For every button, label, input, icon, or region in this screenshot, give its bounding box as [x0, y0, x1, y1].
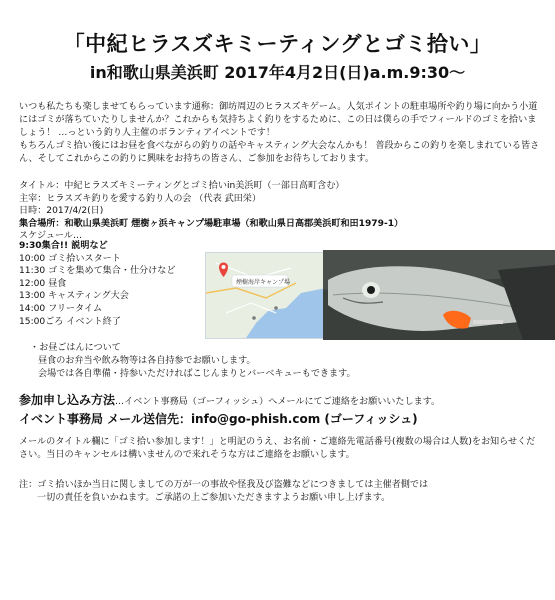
signup-label: 参加申し込み方法: [19, 393, 116, 407]
intro-text: [19, 101, 544, 166]
schedule-item: 13:00 キャスティング大会: [19, 291, 129, 302]
intro-paragraph: もちろんゴミ拾い後にはお昼を食べながらの釣りの話やキャスティング大会なんかも！ 普段からこの釣りを楽しまれている皆さん、そしてこれからこの釣りに興味をお持ちの皆さん、ご参加をお待ちしております。: [19, 141, 540, 164]
disclaimer-line: 一切の責任を負いかねます。ご承諾の上ご参加いただきますようお願い申し上げます。: [37, 493, 391, 503]
event-details: [19, 180, 549, 243]
lunch-heading: ・お昼ごはんについて: [30, 343, 121, 353]
fish-photo: [323, 250, 555, 340]
mail-instructions: [19, 436, 544, 462]
intro-paragraph: いつも私たちも楽しませてもらっています通称：御坊周辺のヒラスズキゲーム。人気ポイントの駐車場所や釣り場に向かう小道にはゴミが落ちていたりしませんか？これからも気持ちよく釣りをするために、この日は僕らの手でフィールドのゴミを拾いましょう！ …っという釣り人主催のボランティアイベントです！: [19, 102, 538, 138]
disclaimer-note: [19, 479, 544, 505]
lunch-line: 昼食のお弁当や飲み物等は各自持参でお願いします。: [38, 356, 256, 366]
schedule-item: 9:30集合!! 説明など: [19, 241, 108, 251]
schedule-item: 10:00 ゴミ拾いスタート: [19, 253, 121, 264]
disclaimer-line: 注：ゴミ拾いほか当日に関しましての万が一の事故や怪我及び盗難などにつきましては主催者側では: [19, 480, 429, 490]
signup-text: …イベント事務局（ゴーフィッシュ）へメールにてご連絡をお願いいたします。: [115, 397, 441, 407]
venue-map: [205, 252, 327, 339]
mail-instructions-text: メールのタイトル欄に「ゴミ拾い参加します！」と明記のうえ、お名前・ご連絡先電話番号(複数の場合は人数)をお知らせください。当日のキャンセルは構いませんので来れそうな方はご連絡をお願いします。: [19, 437, 536, 460]
office-email-line: イベント事務局 メール送信先：info@go-phish.com (ゴーフィッシュ): [19, 412, 418, 426]
schedule-list: [19, 240, 219, 328]
detail-place-line: 集合場所：和歌山県美浜町 煙樹ヶ浜キャンプ場駐車場（和歌山県日高郡美浜町和田1979-1）: [19, 218, 404, 229]
signup-line: [19, 389, 549, 408]
map-graphic: [206, 253, 326, 338]
schedule-item: 14:00 フリータイム: [19, 303, 103, 314]
fish-photo-graphic: [323, 250, 555, 340]
schedule-item: 12:00 昼食: [19, 278, 67, 289]
event-title: 「中紀ヒラスズキミーティングとゴミ拾い」: [63, 32, 492, 56]
schedule-item: 15:00ごろ イベント終了: [19, 316, 121, 327]
detail-title-line: タイトル：中紀ヒラスズキミーティングとゴミ拾いin美浜町（一部日高町含む）: [19, 181, 345, 191]
detail-host-line: 主宰：ヒラスズキ釣りを愛する釣り人の会 （代表 武田栄）: [19, 193, 261, 204]
lunch-line: 会場では各自準備・持参いただければこじんまりとバーベキューもできます。: [38, 369, 356, 379]
detail-schedule-label: スケジュール…: [19, 231, 83, 242]
lunch-info: [30, 342, 540, 381]
map-place-label: 煙樹海岸キャンプ場: [236, 279, 291, 286]
detail-date-line: 日時：2017/4/2(日): [19, 206, 104, 217]
schedule-item: 11:30 ゴミを集めて集合・仕分けなど: [19, 266, 176, 277]
event-subtitle: in和歌山県美浜町 2017年4月2日(日)a.m.9:30〜: [89, 63, 466, 82]
